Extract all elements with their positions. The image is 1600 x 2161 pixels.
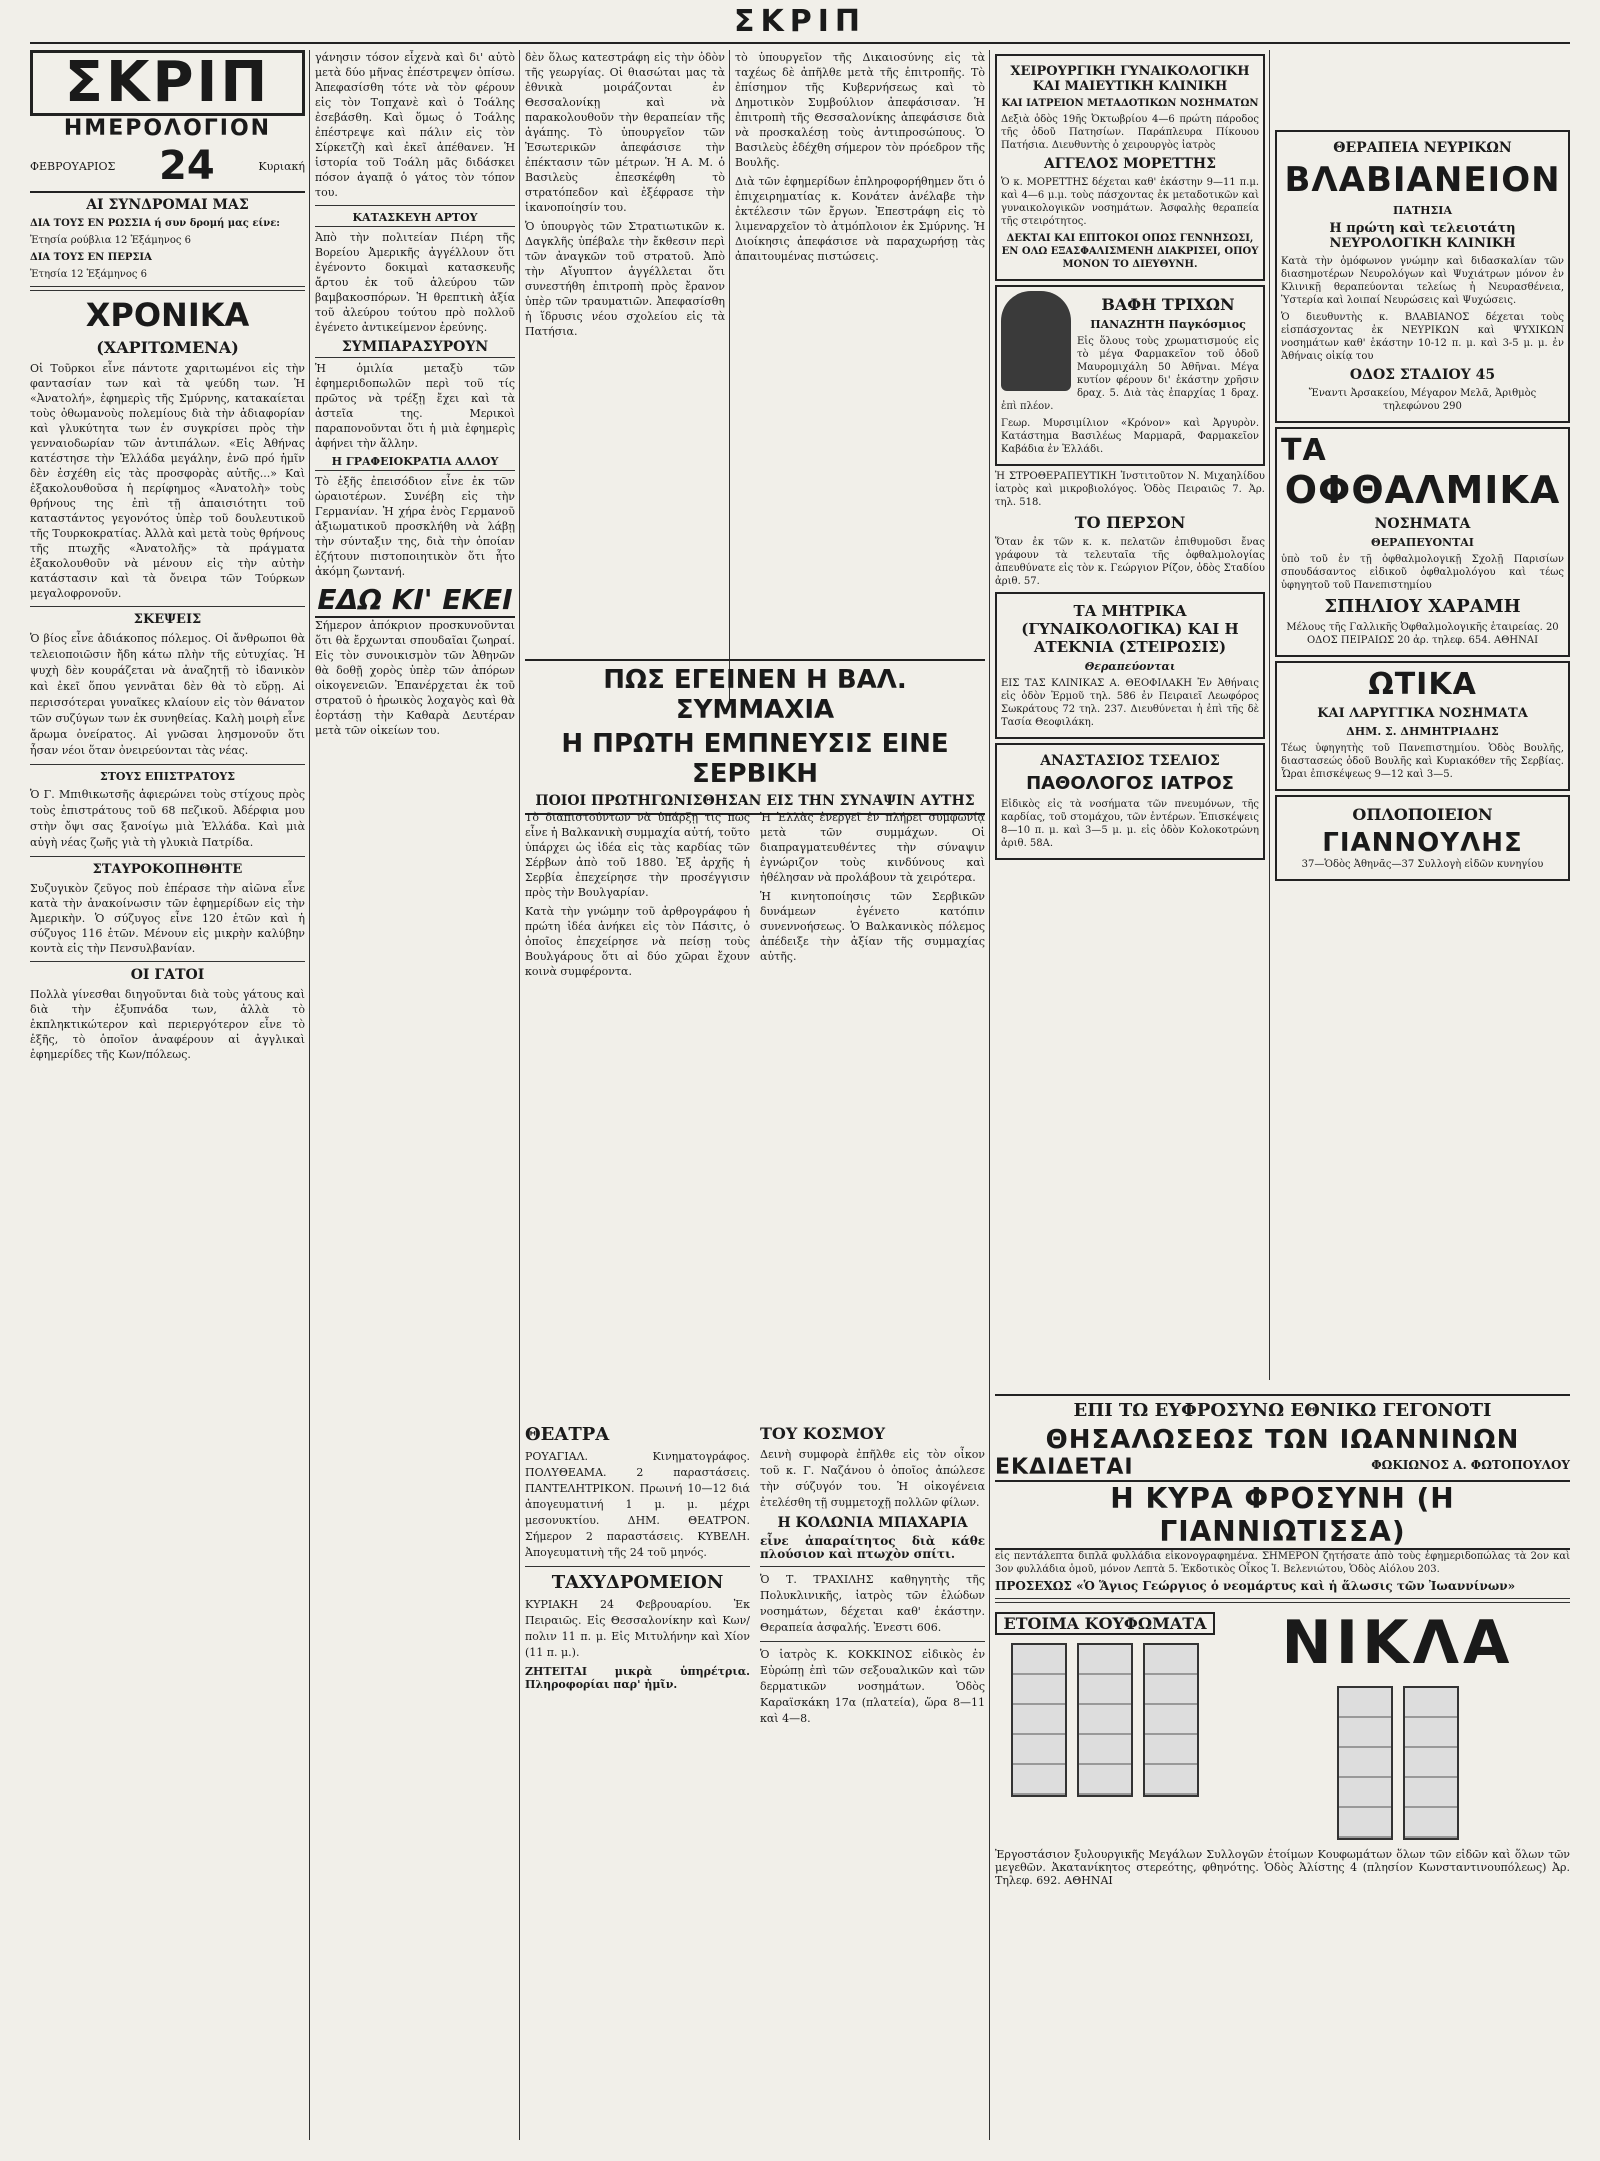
hair-dye-name: ΠΑΝΑΖΗΤΗ Παγκόσμιος xyxy=(1090,318,1246,331)
headline-text-c: Ἡ Ἑλλὰς ἐνεργεῖ ἐν πλήρει συμφωνίᾳ μετὰ τῶν συμμάχων. Οἱ διαπραγματευθέντες τὴν σύναψιν ἐγνώριζον τοὺς κινδύνους καὶ ἠθέλησαν νὰ προλάβουν τὰ χειρότερα. xyxy=(760,811,985,884)
xronika-title: ΧΡΟΝΙΚΑ xyxy=(85,296,250,334)
column-4 xyxy=(735,50,985,650)
theatra-column xyxy=(525,1420,750,2120)
clinic-ad-title: ΧΕΙΡΟΥΡΓΙΚΗ ΓΥΝΑΙΚΟΛΟΓΙΚΗ ΚΑΙ ΜΑΙΕΥΤΙΚΗ ΚΛΙΝΙΚΗ xyxy=(1010,64,1250,94)
headline-block xyxy=(525,655,985,819)
clinic-ad xyxy=(995,54,1265,281)
subscriptions-persia: ΔΙΑ ΤΟΥΣ ΕΝ ΠΕΡΣΙΑ xyxy=(30,252,152,263)
ad-line-1: ΕΠΙ ΤΩ ΕΥΦΡΟΣΥΝΩ ΕΘΝΙΚΩ ΓΕΓΟΝΟΤΙ xyxy=(995,1394,1570,1421)
divider xyxy=(30,764,305,765)
tselios-ad xyxy=(995,743,1265,860)
col3-text-2: Ὁ ὑπουργὸς τῶν Στρατιωτικῶν κ. Δαγκλῆς ὑπέβαλε τὴν ἔκθεσιν περὶ τῶν ἀναγκῶν τοῦ στρατοῦ. Ἀπὸ τὴν Αἴγυπτον ἀγγέλλεται ὅτι συνεστήθη ἐπιτροπὴ πρὸς ἔρανον ὑπὲρ τῶν τραυματιῶν. Ἀπεφασίσθη ἡ ἵδρυσις νέου σχολείου εἰς τὰ Πατήσια. xyxy=(525,220,725,338)
nikla-title: ΝΙΚΛΑ xyxy=(1281,1608,1514,1678)
calendar-heading: ΗΜΕΡΟΛΟΓΙΟΝ xyxy=(63,116,272,141)
divider xyxy=(760,1566,985,1567)
spiliou-text: Μέλους τῆς Γαλλικῆς Ὀφθαλμολογικῆς ἑταιρείας. 20 ΟΔΟΣ ΠΕΙΡΑΙΩΣ 20 ἀρ. τηλεφ. 654. ΑΘΗΝΑΙ xyxy=(1286,622,1559,646)
vlavianeion-place: ΠΑΤΗΣΙΑ xyxy=(1393,204,1452,217)
door-image xyxy=(1403,1686,1459,1840)
clinic-ad-text-2: Ὁ κ. ΜΟΡΕΤΤΗΣ δέχεται καθ' ἑκάστην 9—11 π.μ. καὶ 4—6 μ.μ. τοὺς πάσχοντας ἐκ μεταδοτικῶν καὶ γυναικολογικῶν νοσημάτων. Ἀσφαλὴς θεραπεία τῆς στειρότητος. xyxy=(1001,177,1259,227)
pierson-title: ΤΟ ΠΕΡΣΟΝ xyxy=(1074,513,1186,532)
ad-line-2: ΘΗΣΑΛΩΣΕΩΣ ΤΩΝ ΙΩΑΝΝΙΝΩΝ xyxy=(1045,1425,1520,1455)
kouf-title: ΕΤΟΙΜΑ ΚΟΥΦΩΜΑΤΑ xyxy=(995,1612,1215,1635)
column-rule xyxy=(519,50,520,2140)
symparas-title: ΣΥΜΠΑΡΑΣΥΡΟΥΝ xyxy=(315,339,515,358)
gatoi-text: Πολλὰ γίνεσθαι διηγοῦνται διὰ τοὺς γάτους καὶ διὰ τὴν ἐξυπνάδα των, ἀλλὰ τὸ ἐκπληκτικώτερον καὶ περιεργότερον εἶνε τὸ ἑξῆς, τὸ ὁποῖον ἀναφέρουν αἱ ἀγγλικαὶ ἐφημερίδες τῆς Κων/πόλεως. xyxy=(30,988,305,1061)
doors-illustration-2 xyxy=(1225,1686,1570,1840)
theatra-text: ΡΟΥΑΓΙΑΛ. Κινηματογράφος. ΠΟΛΥΘΕΑΜΑ. 2 παραστάσεις. ΠΑΝΤΕΛΗΤΡΙΚΟΝ. Πρωινή 10—12 διά ἀπογευματινή 1 μ. μ. μέχρι μεσονυκτίου. ΔΗΜ. ΘΕΑΤΡΟΝ. Σήμερον 2 παραστάσεις. ΚΥΒΕΛΗ. Ἀπογευματινὴ τῆς 24 τοῦ μηνός. xyxy=(525,1450,750,1559)
door-image xyxy=(1077,1643,1133,1797)
grafeio-text: Τὸ ἑξῆς ἐπεισόδιον εἶνε ἐκ τῶν ὡραιοτέρων. Συνέβη εἰς τὴν Γερμανίαν. Ἡ χήρα ἑνὸς Γερμανοῦ ἀξιωματικοῦ προσκλήθη νὰ λάβῃ τὴν σύνταξιν της, διὰ τὴν ὁποίαν ἐζήτουν πιστοποιητικὸν ὅτι ἦτο ἀκόμη ζωντανή. xyxy=(315,475,515,578)
ad-title: Η ΚΥΡΑ ΦΡΟΣΥΝΗ (Η ΓΙΑΝΝΙΩΤΙΣΣΑ) xyxy=(995,1480,1570,1550)
kouf-left xyxy=(995,1608,1215,1848)
edo-text: Σήμερον ἀπόκριον προσκυνοῦνται ὅτι θὰ ἔρχωνται σπουδαῖαι ζωηραί. Εἰς τὸν συνοικισμὸν τῶν Ἀθηνῶν θὰ δοθῇ χορὸς ὑπὲρ τῶν ἀπόρων οἰκογενειῶν. Ἐπανέρχεται ἐκ τοῦ στρατοῦ ὁ ἡρωικὸς λοχαγὸς καὶ θὰ ἑορτάσῃ τὴν Καθαρὰ Δευτέραν μετὰ τῶν οἰκείων του. xyxy=(315,619,515,737)
column-rule xyxy=(1269,50,1270,1380)
xronika-text: Οἱ Τοῦρκοι εἶνε πάντοτε χαριτωμένοι εἰς τὴν φαντασίαν των καὶ τὰ ψεύδη των. Ἡ «Ἀνατολή», ἐφημερὶς τῆς Σμύρνης, κατακαίεται τοὺς ὀθωμανοὺς πολεμίους διὰ τὴν ἀδιαφορίαν καὶ γλυκύτητα των ἐν συγκρίσει πρὸς τὴν γενναιοδωρίαν τῶν ἀντιπάλων. «Εἰς Ἀθήνας κατέστησε τὴν Ἑλλάδα μεγάλην, ἐνῶ πρό ἡμῖν δὲν ἐσχέθη εἰς τὰς προσφορὰς αὐτῆς...» Καὶ ἐξακολουθοῦσα ἡ περίφημος «Ἀνατολὴ» τοὺς θρήνους της ἐπὶ τῇ ἀπαισιότητι τοῦ καταστάντος γεγονότος ὑπὲρ τοῦ δουλευτικοῦ τῆς Τουρκοκρατίας. Ἀλλὰ καὶ μετὰ τοὺς θρήνους τῆς πτωχῆς «Ἀνατολῆς» τὰ πράγματα ἐξακολουθοῦν νὰ μένουν εἰς τὴν αὐτὴν κατάστασιν καὶ τὰ ὄνειρα τῶν Τούρκων μεγαλοφρονοῦν. xyxy=(30,362,305,600)
artou-text: Ἀπὸ τὴν πολιτείαν Πιέρη τῆς Βορείου Ἀμερικῆς ἀγγέλλουν ὅτι ἐγένοντο δοκιμαὶ κατασκευῆς ἄρτου ἐκ τοῦ ἀλεύρου τῶν βαμβακοσπόρων. Ἡ θρεπτικὴ ἀξία τοῦ ἀλεύρου τούτου πρὸ πολλοῦ ἐγένετο ἀντικείμενον ἐρεύνης. xyxy=(315,231,515,334)
ofthalmika-ta: ΤΑ xyxy=(1281,433,1327,468)
subscriptions-title: ΑΙ ΣΥΝΔΡΟΜΑΙ ΜΑΣ xyxy=(86,197,249,213)
trachilis-text: Ὁ Τ. ΤΡΑΧΙΛΗΣ καθηγητὴς τῆς Πολυκλινικῆς, ἰατρὸς τῶν ἐλώδων νοσημάτων, δέχεται καθ' ἑκάστην. Θεραπεία ἀσφαλής. Ἐνεστι 606. xyxy=(760,1573,985,1634)
tselios-name: ΑΝΑΣΤΑΣΙΟΣ ΤΣΕΛΙΟΣ xyxy=(1040,753,1220,769)
oplopoieion-title: ΟΠΛΟΠΟΙΕΙΟΝ xyxy=(1352,805,1493,824)
epistratoi-title: ΣΤΟΥΣ ΕΠΙΣΤΡΑΤΟΥΣ xyxy=(99,770,236,783)
taxydromeion-text: ΚΥΡΙΑΚΗ 24 Φεβρουαρίου. Ἐκ Πειραιῶς. Εἰς Θεσσαλονίκην καὶ Κων/πολιν 11 π. μ. Εἰς Μιτυλήνην καὶ Χίον (11 π. μ.). xyxy=(525,1598,750,1659)
artou-title: ΚΑΤΑΣΚΕΥΗ ΑΡΤΟΥ xyxy=(315,211,515,227)
ofthalmika-ad xyxy=(1275,427,1570,657)
spiliou-name: ΣΠΗΛΙΟΥ ΧΑΡΑΜΗ xyxy=(1324,596,1521,617)
otika-ad xyxy=(1275,661,1570,791)
headline-subtitle: Η ΠΡΩΤΗ ΕΜΠΝΕΥΣΙΣ ΕΙΝΕ ΣΕΡΒΙΚΗ xyxy=(561,729,949,789)
subscriptions-russia: ΔΙΑ ΤΟΥΣ ΕΝ ΡΩΣΣΙΑ ή συν δρομή μας είνε: xyxy=(30,218,280,229)
vlavianeion-title: ΒΛΑΒΙΑΝΕΙΟΝ xyxy=(1284,160,1561,200)
symparas-text: Ἡ ὁμιλία μεταξὺ τῶν ἐφημεριδοπωλῶν περὶ τοῦ τίς πρῶτος νὰ τρέξῃ ἔχει καὶ τὰ ἀστεῖα της. Μερικοὶ παραπονοῦνται ὅτι ἡ μιὰ ἐφημερὶς ἀφήνει τὴν ἄλλην. xyxy=(315,362,515,450)
headline-deck: ΠΟΙΟΙ ΠΡΩΤΗΓΩΝΙΣΘΗΣΑΝ ΕΙΣ ΤΗΝ ΣΥΝΑΨΙΝ ΑΥΤΗΣ xyxy=(525,793,985,815)
column-3 xyxy=(525,50,725,650)
clinic-ad-sub: ΚΑΙ ΙΑΤΡΕΙΟΝ ΜΕΤΑΔΟΤΙΚΩΝ ΝΟΣΗΜΑΤΩΝ xyxy=(1001,98,1259,109)
divider xyxy=(30,286,305,291)
column-5 xyxy=(995,50,1265,1380)
kosmos-title: ΤΟΥ ΚΟΣΜΟΥ xyxy=(760,1424,886,1443)
clinic-ad-name: ΑΓΓΕΛΟΣ ΜΟΡΕΤΤΗΣ xyxy=(1043,156,1217,172)
ad-line-3-row xyxy=(995,1455,1570,1480)
vlavianeion-address-2: Ἔναντι Ἀρσακείου, Μέγαρον Μελᾶ, Ἀριθμὸς τηλεφώνου 290 xyxy=(1308,388,1537,412)
oplopoieion-name: ΓΙΑΝΝΟΥΛΗΣ xyxy=(1322,828,1523,858)
headline-text-b: Κατὰ τὴν γνώμην τοῦ ἀρθρογράφου ἡ πρώτη ἰδέα ἀνήκει εἰς τὸν Πάσιτς, ὁ ὁποῖος ἐπεχείρησε νὰ πείσῃ τοὺς Βουλγάρους ὅτι αἱ δύο χῶραι ἔχουν κοινὰ συμφέροντα. xyxy=(525,905,750,978)
hair-dye-shops: Γεωρ. Μυρσιμίλιον «Κρόνον» καὶ Ἀργυρὸν. Κατάστημα Βασιλέως Μαρμαρᾶ, Φαρμακεῖον Καβάδια ἐν Ἑλλάδι. xyxy=(1001,418,1259,455)
ofthalmika-text: ὑπὸ τοῦ ἐν τῇ ὀφθαλμολογικῇ Σχολῇ Παρισίων σπουδάσαντος εἰδικοῦ ὀφθαλμολόγου καὶ τέως ὑφηγητοῦ τοῦ Πανεπιστημίου xyxy=(1281,554,1564,591)
divider xyxy=(30,961,305,962)
column-rule xyxy=(729,50,730,700)
ofthalmika-therap: ΘΕΡΑΠΕΥΟΝΤΑΙ xyxy=(1371,536,1474,549)
ofthalmika-title: ΟΦΘΑΛΜΙΚΑ xyxy=(1284,468,1561,512)
edo-title: ΕΔΩ ΚΙ' ΕΚΕΙ xyxy=(315,583,515,618)
theatra-title: ΘΕΑΤΡΑ xyxy=(525,1424,610,1445)
ofthalmika-nosimata: ΝΟΣΗΜΑΤΑ xyxy=(1374,516,1471,532)
headline-text-a: Τὸ διαπιστούντων νὰ ὑπάρξῃ τις πῶς εἶνε ἡ Βαλκανικὴ συμμαχία αὐτή, τοῦτο ὑπάρχει ὡς ἰδέα εἰς τὰς καρδίας τῶν Σέρβων ἀπὸ τοῦ 1880. Ἐξ ἀρχῆς ἡ Σερβία ἐπεχείρησε τὴν προσέγγισιν πρὸς τὴν Βουλγαρίαν. xyxy=(525,811,750,899)
subscriptions-persia-rate: Ἐτησία 12 Ἑξάμηνος 6 xyxy=(30,269,148,280)
tselios-text: Εἰδικὸς εἰς τὰ νοσήματα τῶν πνευμόνων, τῆς καρδίας, τοῦ στομάχου, τῶν ἐντέρων. Ἐπισκέψεις 8—10 π. μ. καὶ 3—5 μ. μ. εἰς ὁδὸν Κολοκοτρώνη ἀριθ. 58Α. xyxy=(1001,799,1259,849)
otika-doc: ΔΗΜ. Σ. ΔΗΜΗΤΡΙΑΔΗΣ xyxy=(1346,725,1499,738)
clinic-ad-text: Δεξιὰ ὁδὸς 19ῆς Ὀκτωβρίου 4—6 πρώτη πάροδος τῆς ὁδοῦ Πατησίων. Παράπλευρα Πίκουου Πατήσια. Διευθυντὴς ὁ χειρουργὸς ἰατρὸς xyxy=(1001,114,1259,151)
mitra-sub: Θεραπεύονται xyxy=(1084,660,1176,673)
divider xyxy=(525,1566,750,1567)
kolonia-title: Η ΚΟΛΩΝΙΑ ΜΠΑΧΑΡΙΑ xyxy=(777,1515,968,1531)
column-2 xyxy=(315,50,515,2140)
divider xyxy=(995,1598,1570,1603)
column-rule xyxy=(989,50,990,2140)
otika-sub: ΚΑΙ ΛΑΡΥΓΓΙΚΑ ΝΟΣΗΜΑΤΑ xyxy=(1317,706,1528,721)
institute-text: Ἡ ΣΤΡΟΘΕΡΑΠΕΥΤΙΚΗ Ἰνστιτοῦτον Ν. Μιχαηλίδου ἰατρὸς καὶ μικροβιολόγος. Ὁδὸς Πειραιῶς 7. Ἀρ. τηλ. 518. xyxy=(995,471,1265,508)
vlavianeion-address: ΟΔΟΣ ΣΤΑΔΙΟΥ 45 xyxy=(1349,367,1496,383)
mitra-ad xyxy=(995,592,1265,739)
top-rule xyxy=(30,42,1570,44)
page-masthead: ΣΚΡΙΠ xyxy=(734,4,866,39)
oplopoieion-text: 37—Ὁδὸς Ἀθηνᾶς—37 Συλλογὴ εἰδῶν κυνηγίου xyxy=(1301,859,1544,870)
otika-title: ΩΤΙΚΑ xyxy=(1368,667,1477,702)
door-image xyxy=(1143,1643,1199,1797)
headline-body-left xyxy=(525,810,750,1270)
skepseis-text: Ὁ βίος εἶνε ἀδιάκοπος πόλεμος. Οἱ ἄνθρωποι θὰ τελειοποιῶσιν ἤδη κάτω πλὴν τῆς εὐτυχίας. Ἡ ψυχὴ δὲν κουράζεται νὰ ἀναζητῇ τὸ ἰδανικὸν καὶ ἐκεῖ ὅπου γεννᾶται δὲν θὰ τὸ εὕρῃ. Αἱ περισσότεραι γυναῖκες κλαίουν εἰς τὸν θάνατον τῶν συζύγων των ἐκ συνηθείας. Καλὴ μοιρὴ εἶνε ἄρωμα ὀνείρατος. Αἱ γνῶσαι λησμονοῦν ὅτι ἦσαν νέοι ὅταν ὀνειρεύονται τὰς νέας. xyxy=(30,632,305,757)
subscriptions-russia-rate: Ἐτησία ρούβλια 12 Ἑξάμηνος 6 xyxy=(30,235,191,246)
stavros-title: ΣΤΑΥΡΟΚΟΠΗΘΗΤΕ xyxy=(92,862,243,877)
calendar-logo: ΣΚΡΙΠ xyxy=(30,50,305,116)
headline-title: ΠΩΣ ΕΓΕΙΝΕΝ Η ΒΑΛ. ΣΥΜΜΑΧΙΑ xyxy=(525,659,985,725)
pierson-text: Ὅταν ἐκ τῶν κ. κ. πελατῶν ἐπιθυμοῦσι ἔνας γράφουν τὰ τελευταῖα τῆς ὀφθαλμολογίας ἀπευθύνατε εἰς τὸν κ. Γεώργιον Ρίζον, ὁδὸς Σταδίου ἀριθ. 57. xyxy=(995,537,1265,587)
kouf-row xyxy=(995,1608,1570,1848)
vlavianeion-ad xyxy=(1275,130,1570,423)
hair-dye-title: ΒΑΦΗ ΤΡΙΧΩΝ xyxy=(1101,295,1235,314)
divider xyxy=(315,205,515,206)
col2-text: γάνησιν τόσον εἶχενὰ καὶ δι' αὐτὸ μετὰ δύο μῆνας ἐπέστρεψεν ὀπίσω. Ἀπεφασίσθη τότε νὰ τὸν φέρουν εἰς τὸν Τοπχανὲ καὶ ὁ Τοάλης ἐσεβάσθη. Καὶ ὅμως ὁ Τοάλης ἐπέστρεψε καὶ πάλιν εἰς τὸν Σίρκετζὴ καὶ ἐκεῖ ἀπέθανεν. Ἡ ἱστορία τοῦ Τοάλη μᾶς διδάσκει πόσον ἀγαπᾷ ὁ γάτος τὸν τόπον του. xyxy=(315,51,515,199)
otika-text: Τέως ὑφηγητὴς τοῦ Πανεπιστημίου. Ὁδὸς Βουλῆς, διαστασεώς ὁδοῦ Βουλῆς καὶ Κυριακόθεν τῆς Σερβίας. Ὧραι ἐπισκέψεως 9—12 καὶ 3—5. xyxy=(1281,743,1564,780)
portrait-image xyxy=(1001,291,1071,391)
door-image xyxy=(1011,1643,1067,1797)
date-weekday: Κυριακή xyxy=(258,159,305,173)
column-1 xyxy=(30,50,305,2140)
date-day: 24 xyxy=(159,143,215,189)
date-box xyxy=(30,141,305,193)
xronika-subtitle: (ΧΑΡΙΤΩΜΕΝΑ) xyxy=(96,338,239,357)
oplopoieion-ad xyxy=(1275,795,1570,881)
grafeio-title: Η ΓΡΑΦΕΙΟΚΡΑΤΙΑ ΑΛΛΟΥ xyxy=(315,455,515,471)
ad-line-3: ΕΚΔΙΔΕΤΑΙ xyxy=(995,1455,1134,1480)
divider xyxy=(760,1641,985,1642)
ad-author: ΦΩΚΙΩΝΟΣ Α. ΦΩΤΟΠΟΥΛΟΥ xyxy=(1371,1458,1570,1472)
kokkinos-text: Ὁ ἰατρὸς Κ. ΚΟΚΚΙΝΟΣ εἰδικὸς ἐν Εὐρώπῃ ἐπὶ τῶν σεξουαλικῶν καὶ τῶν δερματικῶν νοσημάτων. Ὁδὸς Καραϊσκάκη 17α (πλατεία), ὥρα 8—11 καὶ 4—8. xyxy=(760,1648,985,1725)
col4-text-1: τὸ ὑπουργεῖον τῆς Δικαιοσύνης εἰς τὰ ταχέως δὲ ἀπῆλθε μετὰ τῆς ἐπιτροπῆς. Τὸ ἐπίσημον τῆς Κυβερνήσεως καὶ τὸ Δημοτικὸν Συμβούλιον ἀπεφάσισαν. Ἡ ἐπιτροπὴ τῆς Θεσσαλονίκης ἀπεφάσισε διὰ νὰ προσκαλέσῃ τοὺς ἀντιπροσώπους. Ὁ Βασιλεὺς ἐδέχθη σήμερον τὸν πρόεδρον τῆς Βουλῆς. xyxy=(735,51,985,169)
divider xyxy=(30,606,305,607)
doors-illustration xyxy=(995,1643,1215,1797)
vlavianeion-sub: Η πρώτη καὶ τελειοτάτη ΝΕΥΡΟΛΟΓΙΚΗ ΚΛΙΝΙΚΗ xyxy=(1329,221,1516,251)
date-month: ΦΕΒΡΟΥΑΡΙΟΣ xyxy=(30,159,116,173)
vlavianeion-text: Κατὰ τὴν ὁμόφωνον γνώμην καὶ διδασκαλίαν τῶν διασημοτέρων Νευρολόγων καὶ Ψυχιάτρων μόνον ἐν Κλινικῇ θεραπεύονται τελείως ἡ Νευρασθένεια, Ὑστερία καὶ λοιπαί Νευρώσεις καὶ Ψυχώσεις. xyxy=(1281,256,1564,306)
neuro-title: ΘΕΡΑΠΕΙΑ ΝΕΥΡΙΚΩΝ xyxy=(1333,140,1512,156)
column-rule xyxy=(309,50,310,2140)
mitra-title: ΤΑ ΜΗΤΡΙΚΑ (ΓΥΝΑΙΚΟΛΟΓΙΚΑ) ΚΑΙ Η ΑΤΕΚΝΙΑ (ΣΤΕΙΡΩΣΙΣ) xyxy=(1021,602,1239,656)
clinic-ad-note: ΔΕΚΤΑΙ ΚΑΙ ΕΠΙΤΟΚΟΙ ΟΠΩΣ ΓΕΝΝΗΣΩΣΙ, ΕΝ ΟΛΩ ΕΞΑΣΦΑΛΙΣΜΕΝΗ ΔΙΑΚΡΙΣΕΙ, ΟΠΟΥ ΜΟΝΟΝ ΤΟ ΔΙΕΥΘΥΝΗ. xyxy=(1001,233,1259,270)
zitite-text: ΖΗΤΕΙΤΑΙ μικρὰ ὑπηρέτρια. Πληροφορίαι παρ' ἡμῖν. xyxy=(525,1665,750,1691)
epistratoi-text: Ὁ Γ. Μπιθικωτσῆς ἀφιερώνει τοὺς στίχους πρὸς τοὺς ἐπιστράτους τοῦ 68 πεζικοῦ. Ἀδέρφια μου στὴν ὄψι σας ξανοίγω μιὰ Ἑλλάδα. Καὶ μιὰ αὐγὴ νέας ζωῆς γιὰ τὴ γλυκιὰ Πατρίδα. xyxy=(30,788,305,849)
nikla-text: Ἐργοστάσιον ξυλουργικῆς Μεγάλων Συλλογῶν ἑτοίμων Κουφωμάτων ὅλων τῶν εἰδῶν καὶ ὅλων τῶν μεγεθῶν. Ἀκατανίκητος στερεότης, φθηνότης. Ὁδὸς Ἀλίστης 4 (πλησίον Κωνσταντινουπόλεως) Ἀρ. Τηλεφ. 692. ΑΘΗΝΑΙ xyxy=(995,1848,1570,1887)
kyra-frosyni-ad xyxy=(995,1390,1570,1891)
door-image xyxy=(1337,1686,1393,1840)
tselios-title: ΠΑΘΟΛΟΓΟΣ ΙΑΤΡΟΣ xyxy=(1026,773,1234,794)
kolonia-text: εἶνε ἀπαραίτητος διὰ κάθε πλούσιον καὶ πτωχὸν σπίτι. xyxy=(760,1534,985,1561)
col3-text-1: δὲν ὅλως κατεστράφη εἰς τὴν ὀδὸν τῆς γεωργίας. Οἱ θιασώται μας τὰ ἐθνικὰ μοιράζονται ἐν Θεσσαλονίκῃ καὶ νὰ παρακολουθοῦν τὴν θεραπείαν τῆς ἀγάπης. Τὸ ὑπουργεῖον τῶν Ἐσωτερικῶν ἀπεφάσισε τὴν ἐπέκτασιν τῶν μέτρων. Ἡ Α. Μ. ὁ Βασιλεὺς ἐπεσκέφθη τὸ στρατόπεδον καὶ ἐξέφρασε τὴν ἱκανοποίησίν του. xyxy=(525,51,725,214)
ad-text: εἰς πεντάλεπτα διπλᾶ φυλλάδια εἰκονογραφημένα. ΣΗΜΕΡΟΝ ζητήσατε ἀπὸ τοὺς ἐφημεριδοπώλας τὰ 2ον καὶ 3ον φυλλάδια ὁμοῦ, μόνον Λεπτὰ 5. Ἐκδοτικὸς Οἶκος Ἰ. Βελενιώτου, Ὁδὸς Αἰόλου 203. xyxy=(995,1551,1570,1575)
stavros-text: Συζυγικὸν ζεῦγος ποὺ ἐπέρασε τὴν αἰῶνα εἶνε κατὰ τὴν ἀνακοίνωσιν τῶν ἐφημερίδων εἰς τὴν Ἀμερικὴν. Ὁ σύζυγος εἶνε 120 ἐτῶν καὶ ἡ σύζυγος 116 ἐτῶν. Μένουν εἰς μικρὴν καλύβην κοντὰ εἰς τὴν Πενσυλβανίαν. xyxy=(30,882,305,955)
hair-dye-ad xyxy=(995,285,1265,466)
column-6 xyxy=(1275,50,1570,1380)
taxydromeion-title: ΤΑΧΥΔΡΟΜΕΙΟΝ xyxy=(551,1572,724,1593)
kosmos-column xyxy=(760,1420,985,2120)
headline-body-right xyxy=(760,810,985,1270)
hair-dye-text: Εἰς ὅλους τοὺς χρωματισμούς εἰς τὸ μέγα Φαρμακεῖον τοῦ ὁδοῦ Μαυρομιχάλη 50 Ἀθῆναι. Μέγα κυτίον φέρουν δι' ἑκάστην χρῆσιν δραχ. 5. Διὰ τὰς ἐπαρχίας 1 δραχ. ἐπὶ πλέον. xyxy=(1001,336,1259,412)
vlavianeion-doc: Ὁ διευθυντὴς κ. ΒΛΑΒΙΑΝΟΣ δέχεται τοὺς εἰσπάσχοντας ἐκ ΝΕΥΡΙΚΩΝ καὶ ΨΥΧΙΚΩΝ νοσημάτων καθ' ἑκάστην 10-12 π. μ. καὶ 3-5 μ. μ. ἐν Ἀθήναις οἰκίᾳ του xyxy=(1281,312,1564,362)
headline-text-d: Ἡ κινητοποίησις τῶν Σερβικῶν δυνάμεων ἐγένετο κατόπιν συνεννοήσεως. Ὁ Βαλκανικὸς πόλεμος ἀπέδειξε τὴν ἀξίαν τῆς συμμαχίας αὐτῆς. xyxy=(760,890,985,963)
col4-text-2: Διὰ τῶν ἐφημερίδων ἐπληροφορήθημεν ὅτι ὁ ἐπιχειρηματίας κ. Κονάτεν ἀνέλαβε τὴν ἐκτέλεσιν τῶν ἔργων. Ἐπεστράφη εἰς τὸ λιμεναρχεῖον τὸ ἀτμόπλοιον ἐκ Σμύρνης. Ἡ Διοίκησις ἀπεφάσισε νὰ παραχωρήσῃ τὰς ἀπαιτουμένας πιστώσεις. xyxy=(735,175,985,263)
ad-prosexws: ΠΡΟΣΕΧΩΣ «Ὁ Ἅγιος Γεώργιος ὁ νεομάρτυς καὶ ἡ ἅλωσις τῶν Ἰωαννίνων» xyxy=(995,1579,1516,1593)
kouf-right xyxy=(1225,1608,1570,1848)
kosmos-text: Δεινὴ συμφορὰ ἐπῆλθε εἰς τὸν οἶκον τοῦ κ. Γ. Ναζάνου ὁ ὁποῖος ἀπώλεσε τὴν σύζυγόν του. Ἡ οἰκογένεια ἐτελέσθη τῇ συμμετοχῇ πολλῶν φίλων. xyxy=(760,1448,985,1509)
gatoi-title: ΟΙ ΓΑΤΟΙ xyxy=(130,967,205,983)
skepseis-title: ΣΚΕΨΕΙΣ xyxy=(133,612,202,627)
divider xyxy=(30,856,305,857)
mitra-text: ΕΙΣ ΤΑΣ ΚΛΙΝΙΚΑΣ Α. ΘΕΟΦΙΛΑΚΗ Ἐν Ἀθήναις εἰς ὁδὸν Ἑρμοῦ τηλ. 586 ἐν Πειραιεῖ Λεωφόρος Σωκράτους 72 τηλ. 237. Διευθύνεται ἡ ἐπὶ τῆς δὲ Τασία Θεοφιλάκη. xyxy=(1001,678,1259,728)
